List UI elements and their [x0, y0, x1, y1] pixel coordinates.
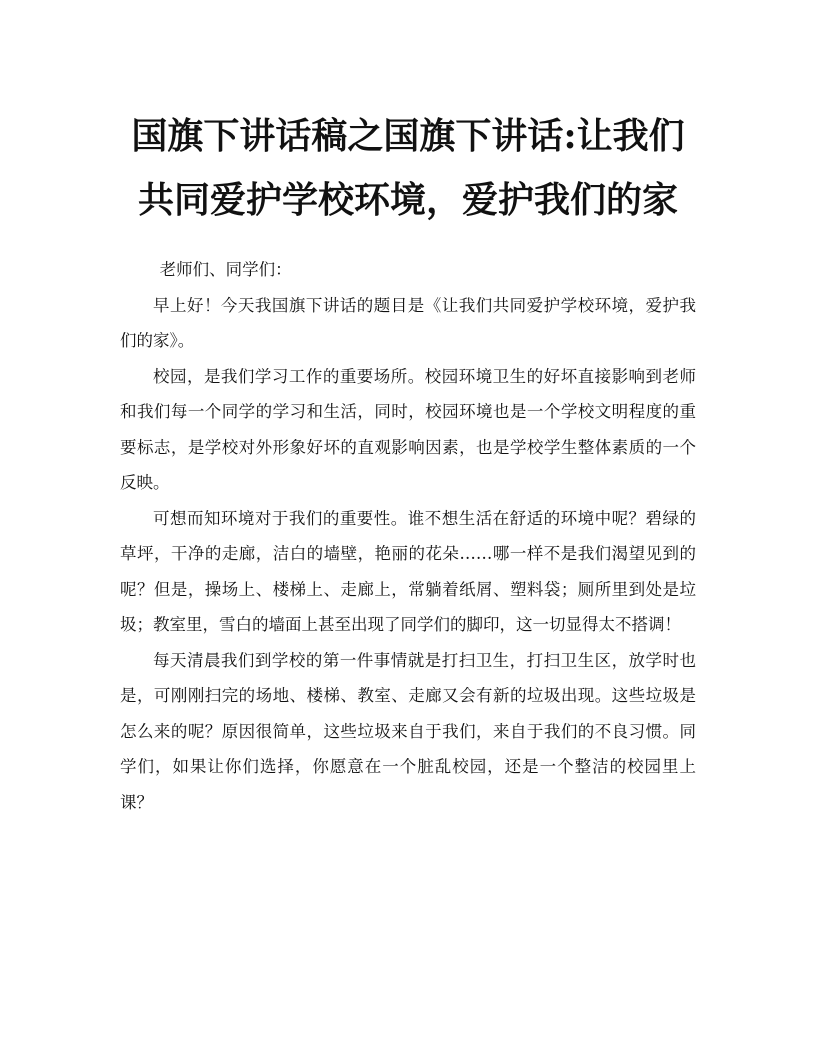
paragraph-greeting: 老师们、同学们：	[159, 260, 292, 279]
document-title: 国旗下讲话稿之国旗下讲话:让我们共同爱护学校环境，爱护我们的家	[131, 115, 685, 221]
paragraph-campus-importance: 校园，是我们学习工作的重要场所。校园环境卫生的好坏直接影响到老师和我们每一个同学的学习和生活，同时，校园环境也是一个学校文明程度的重要标志，是学校对外形象好坏的直观影响因素，也是学校学生整体素质的一个反映。	[120, 366, 696, 492]
paragraph-cleaning-habits: 每天清晨我们到学校的第一件事情就是打扫卫生，打扫卫生区，放学时也是，可刚刚扫完的场地、楼梯、教室、走廊又会有新的垃圾出现。这些垃圾是怎么来的呢？原因很简单，这些垃圾来自于我们，来自于我们的不良习惯。同学们，如果让你们选择，你愿意在一个脏乱校园，还是一个整洁的校园里上课？	[120, 650, 696, 812]
document-body	[120, 252, 696, 820]
paragraph-opening: 早上好！今天我国旗下讲话的题目是《让我们共同爱护学校环境，爱护我们的家》。	[120, 295, 696, 350]
paragraph-environment-problems: 可想而知环境对于我们的重要性。谁不想生活在舒适的环境中呢？碧绿的草坪，干净的走廊，洁白的墙壁，艳丽的花朵……哪一样不是我们渴望见到的呢？但是，操场上、楼梯上、走廊上，常躺着纸屑、塑料袋；厕所里到处是垃圾；教室里，雪白的墙面上甚至出现了同学们的脚印，这一切显得太不搭调！	[120, 508, 696, 634]
